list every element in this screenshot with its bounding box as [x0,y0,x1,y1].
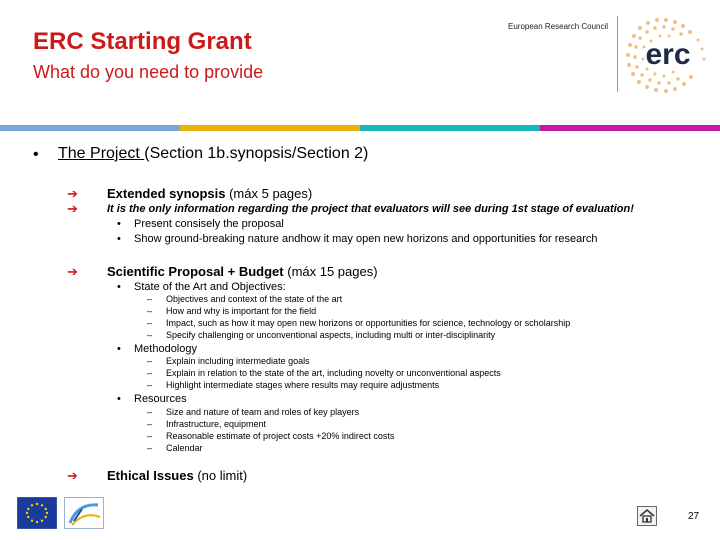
resources-item: Reasonable estimate of project costs +20% indirect costs [166,431,395,441]
methodology-label: Methodology [134,343,197,355]
state-of-art-item: How and why is important for the field [166,306,317,316]
dash: – [147,318,153,328]
scientific-proposal-label: Scientific Proposal + Budget [107,264,284,279]
bullet: • [117,343,121,355]
resources-item: Calendar [166,443,203,453]
section-bullet: • [33,146,39,163]
dash: – [147,330,153,340]
note-bullet-item: Present consisely the proposal [134,218,284,230]
header-divider [617,16,618,92]
scientific-proposal-detail: (máx 15 pages) [283,264,378,279]
section-title-underlined: The Project [58,145,145,162]
evaluation-note: It is the only information regarding the project that evaluators will see during 1st stage of evaluation! [107,203,634,215]
note-bullet-item: Show ground-breaking nature andhow it may open new horizons and opportunities for research [134,233,598,245]
methodology-item: Explain in relation to the state of the art, including novelty or unconventional aspects [166,368,501,378]
dash: – [147,356,153,366]
dash: – [147,306,153,316]
extended-synopsis-label: Extended synopsis [107,186,226,201]
dash: – [147,368,153,378]
state-of-art-item: Specify challenging or unconventional aspects, including multi or inter-disciplinarity [166,330,496,340]
bullet: • [117,218,121,230]
methodology-item: Highlight intermediate stages where results may require adjustments [166,380,440,390]
home-icon[interactable] [637,506,657,526]
dash: – [147,294,153,304]
dash: – [147,407,153,417]
organization-name: European Research Council [508,22,609,31]
arrow-icon: ➔ [67,186,78,201]
dash: – [147,431,153,441]
dash: – [147,380,153,390]
slide-title: ERC Starting Grant [33,28,252,55]
scientific-proposal-line [107,264,378,279]
section-title [58,145,368,163]
ethical-issues-line [107,468,247,483]
methodology-item: Explain including intermediate goals [166,356,310,366]
state-of-art-item: Objectives and context of the state of the art [166,294,343,304]
resources-item: Size and nature of team and roles of key players [166,407,360,417]
ethical-issues-label: Ethical Issues [107,468,194,483]
color-band-magenta [540,125,720,131]
page-number: 27 [688,511,700,522]
dash: – [147,419,153,429]
dash: – [147,443,153,453]
fp7-logo [64,497,104,529]
resources-item: Infrastructure, equipment [166,419,267,429]
state-of-art-label: State of the Art and Objectives: [134,281,286,293]
extended-synopsis-detail: (máx 5 pages) [225,186,313,201]
extended-synopsis-line [107,186,312,201]
slide-subtitle: What do you need to provide [33,62,264,82]
erc-logo-text: erc [645,38,691,71]
eu-flag-logo [17,497,57,529]
bullet: • [117,281,121,293]
arrow-icon: ➔ [67,468,78,483]
color-band-blue [0,125,180,131]
color-band-yellow [180,125,360,131]
resources-label: Resources [134,393,187,405]
bullet: • [117,393,121,405]
state-of-art-item: Impact, such as how it may open new horizons or opportunities for science, technology or scholarship [166,318,571,328]
arrow-icon: ➔ [67,201,78,216]
section-title-rest: (Section 1b.synopsis/Section 2) [144,145,369,162]
erc-logo [620,14,712,96]
arrow-icon: ➔ [67,264,78,279]
bullet: • [117,233,121,245]
color-band-teal [360,125,540,131]
ethical-issues-detail: (no limit) [193,468,248,483]
